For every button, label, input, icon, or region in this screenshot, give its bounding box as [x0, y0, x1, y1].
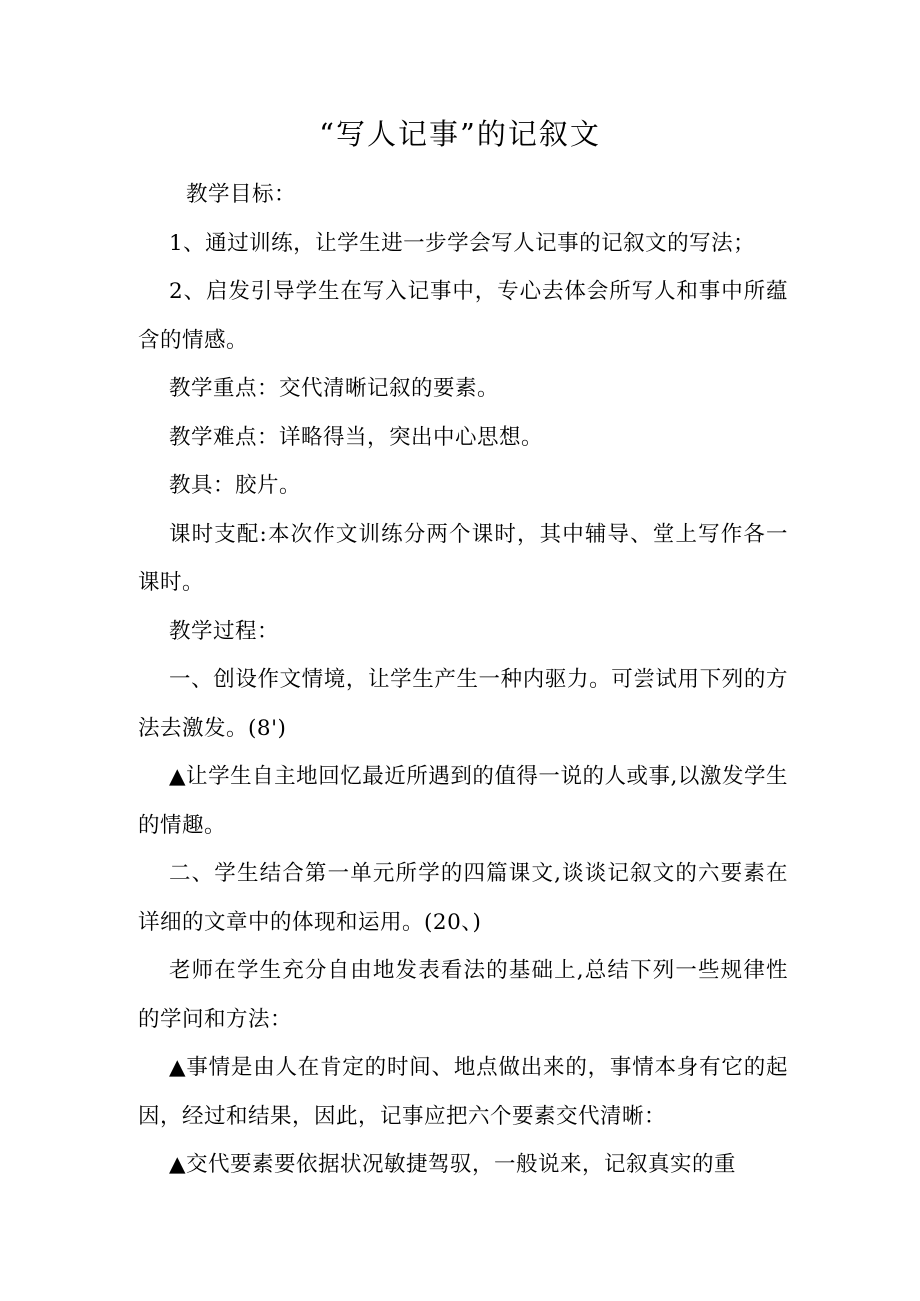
process-step-1: 一、创设作文情境，让学生产生一种内驱力。可尝试用下列的方法去激发。(8'): [138, 667, 788, 741]
triangle-bullet-recall: ▲让学生自主地回忆最近所遇到的值得一说的人或事,以激发学生的情趣。: [138, 764, 788, 838]
goal-item-2: 2、启发引导学生在写入记事中，专心去体会所写人和事中所蕴含的情感。: [138, 279, 788, 353]
goal-item-1: 1、通过训练，让学生进一步学会写人记事的记叙文的写法；: [169, 230, 756, 256]
process-step-2: 二、学生结合第一单元所学的四篇课文,谈谈记叙文的六要素在详细的文章中的体现和运用。(20、): [138, 861, 788, 935]
triangle-bullet-flexible-elements: ▲交代要素要依据状况敏捷驾驭，一般说来，记叙真实的重: [169, 1152, 737, 1177]
teaching-goals-heading: 教学目标：: [186, 182, 297, 207]
document-title: “写人记事”的记叙文: [319, 117, 601, 151]
teaching-process-heading: 教学过程：: [169, 618, 280, 644]
teacher-summary-intro: 老师在学生充分自由地发表看法的基础上,总结下列一些规律性的学问和方法：: [138, 958, 788, 1032]
class-hours-arrangement: 课时支配:本次作文训练分两个课时，其中辅导、堂上写作各一课时。: [138, 521, 788, 595]
teaching-aids: 教具：胶片。: [169, 473, 302, 498]
teaching-difficulty: 教学难点：详略得当，突出中心思想。: [169, 424, 544, 450]
teaching-key-point: 教学重点：交代清晰记叙的要素。: [169, 376, 500, 401]
triangle-bullet-six-elements: ▲事情是由人在肯定的时间、地点做出来的，事情本身有它的起因，经过和结果，因此，记事应把六个要素交代清晰：: [138, 1055, 788, 1129]
document-body: [138, 171, 788, 1190]
